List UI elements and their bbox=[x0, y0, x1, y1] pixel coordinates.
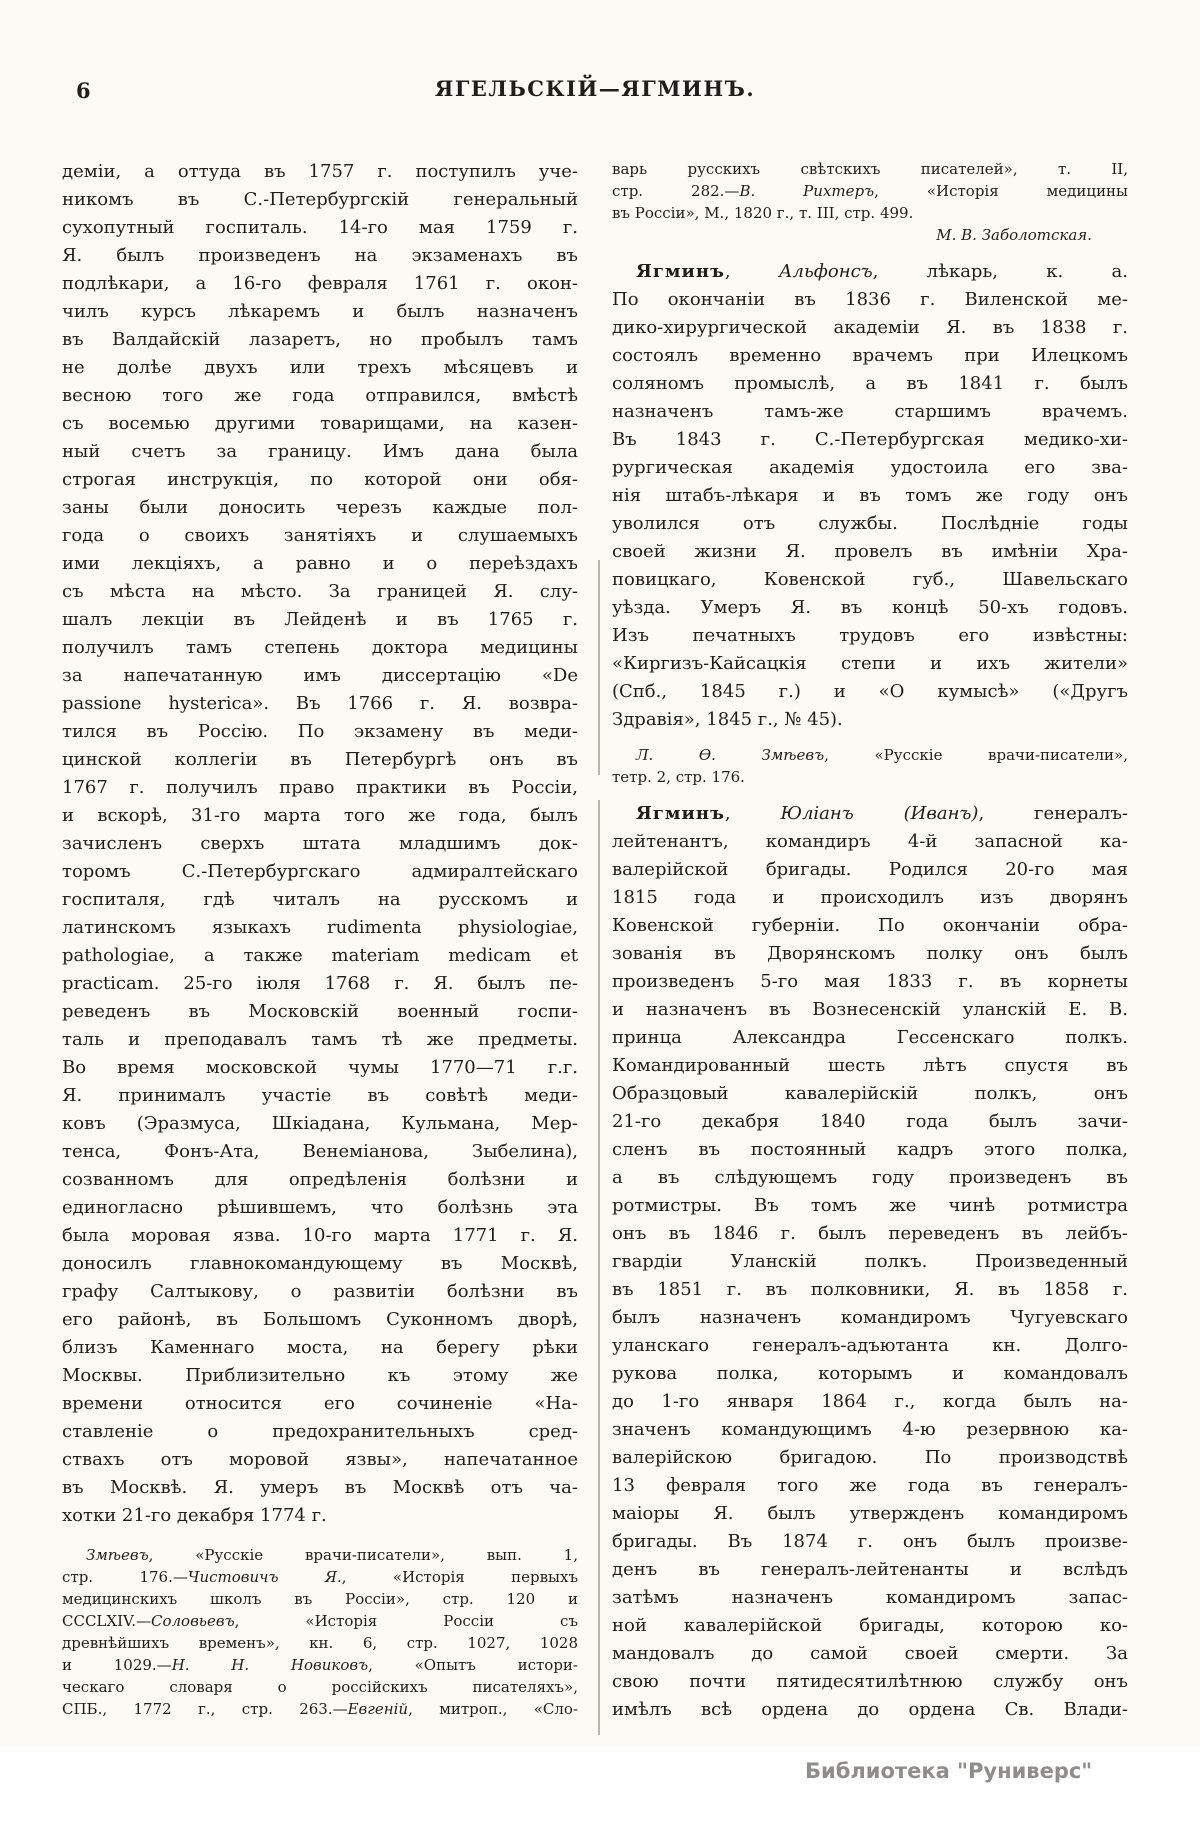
text-line: валерійскою бригадою. По производствѣ bbox=[612, 1447, 1128, 1468]
text-line: ческаго словаря о россійскихъ писателяхъ», bbox=[62, 1678, 578, 1696]
text-line: Образцовый кавалерійскій полкъ, онъ bbox=[612, 1083, 1128, 1104]
text-line: CCCLXIV.—Соловьевъ, «Исторія Россіи съ bbox=[62, 1612, 578, 1630]
text-line: латинскомъ языкахъ rudimenta physiologiae, bbox=[62, 917, 578, 938]
text-line: онъ въ 1846 г. былъ переведенъ въ лейбъ- bbox=[612, 1223, 1128, 1244]
text-line: ной кавалерійской бригады, которою ко- bbox=[612, 1615, 1128, 1636]
text-line: нія штабъ-лѣкаря и въ томъ же году онъ bbox=[612, 485, 1128, 506]
text-line: Змѣевъ, «Русскіе врачи-писатели», вып. 1, bbox=[86, 1546, 578, 1564]
text-line: дико-хирургической академіи Я. въ 1838 г. bbox=[612, 317, 1128, 338]
text-line: былъ назначенъ командиромъ Чугуевскаго bbox=[612, 1307, 1128, 1328]
text-line: медицинскихъ школъ въ Россіи», стр. 120 и bbox=[62, 1590, 578, 1608]
text-line: 1815 года и происходилъ изъ дворянъ bbox=[612, 887, 1128, 908]
author-signature bbox=[612, 224, 1128, 246]
text-line: въ Россіи», М., 1820 г., т. III, стр. 499. bbox=[612, 204, 914, 222]
text-line: Я. принималъ участіе въ совѣтѣ меди- bbox=[62, 1085, 578, 1106]
text-line: таль и преподавалъ тамъ тѣ же предметы. bbox=[62, 1029, 578, 1050]
text-line: за напечатанную имъ диссертацію «De bbox=[62, 665, 578, 686]
text-line: и 1029.—Н. Н. Новиковъ, «Опытъ истори- bbox=[62, 1656, 578, 1674]
text-line: рукова полка, которымъ и командовалъ bbox=[612, 1363, 1128, 1384]
text-line: принца Александра Гессенскаго полкъ. bbox=[612, 1027, 1128, 1048]
text-line: времени относится его сочиненіе «На- bbox=[62, 1393, 578, 1414]
text-line: 13 февраля того же года въ генералъ- bbox=[612, 1475, 1128, 1496]
text-line: 21-го декабря 1840 года былъ зачи- bbox=[612, 1111, 1128, 1132]
article-continuation-text bbox=[62, 158, 578, 1530]
entry-yagmin-yulian bbox=[612, 800, 1128, 1724]
text-line: соляномъ промыслѣ, а въ 1841 г. былъ bbox=[612, 373, 1128, 394]
text-line: древнѣйшихъ временъ», кн. 6, стр. 1027, 1028 bbox=[62, 1634, 578, 1652]
text-line: хотки 21-го декабря 1774 г. bbox=[62, 1505, 327, 1526]
text-line: цинской коллегіи въ Петербургѣ онъ въ bbox=[62, 749, 578, 770]
text-line: гвардіи Уланскій полкъ. Произведенный bbox=[612, 1251, 1128, 1272]
text-line: ствахъ отъ моровой язвы», напечатанное bbox=[62, 1449, 578, 1470]
text-line: лейтенантъ, командиръ 4-й запасной ка- bbox=[612, 831, 1128, 852]
text-line: имѣлъ всѣ ордена до ордена Св. Влади- bbox=[612, 1699, 1128, 1720]
right-column bbox=[612, 158, 1128, 1724]
text-line: не долѣе двухъ или трехъ мѣсяцевъ и bbox=[62, 357, 578, 378]
text-line: (Спб., 1845 г.) и «О кумысѣ» («Другъ bbox=[612, 681, 1128, 702]
text-line: Командированный шесть лѣтъ спустя въ bbox=[612, 1055, 1128, 1076]
text-line: года о своихъ занятіяхъ и слушаемыхъ bbox=[62, 525, 578, 546]
text-line: въ Валдайскій лазаретъ, но пробылъ тамъ bbox=[62, 329, 578, 350]
text-line: чилъ курсъ лѣкаремъ и былъ назначенъ bbox=[62, 301, 578, 322]
text-line: въ Москвѣ. Я. умеръ въ Москвѣ отъ ча- bbox=[62, 1477, 578, 1498]
text-line: варь русскихъ свѣтскихъ писателей», т. II, bbox=[612, 160, 1128, 178]
page-number: 6 bbox=[76, 78, 91, 103]
text-line: валерійской бригады. Родился 20-го мая bbox=[612, 859, 1128, 880]
text-line: По окончаніи въ 1836 г. Виленской ме- bbox=[612, 289, 1128, 310]
text-line: шалъ лекціи въ Лейденѣ и въ 1765 г. bbox=[62, 609, 578, 630]
text-line: зованія въ Дворянскомъ полку онъ былъ bbox=[612, 943, 1128, 964]
text-line: строгая инструкція, по которой они обя- bbox=[62, 469, 578, 490]
text-line: затѣмъ назначенъ командиромъ запас- bbox=[612, 1587, 1128, 1608]
entry-citation bbox=[612, 744, 1128, 788]
text-line: зачисленъ сверхъ штата младшимъ док- bbox=[62, 833, 578, 854]
left-column bbox=[62, 158, 578, 1720]
text-line: подлѣкари, а 16-го февраля 1761 г. окон- bbox=[62, 273, 578, 294]
text-line: мандовалъ до самой своей смерти. За bbox=[612, 1643, 1128, 1664]
text-line: съ мѣста на мѣсто. За границей Я. слу- bbox=[62, 581, 578, 602]
text-line: деміи, а оттуда въ 1757 г. поступилъ уче- bbox=[62, 161, 578, 182]
text-line: торомъ С.-Петербургскаго адмиралтейскаго bbox=[62, 861, 578, 882]
running-head: ЯГЕЛЬСКІЙ—ЯГМИНЪ. bbox=[434, 76, 756, 101]
text-line: тетр. 2, стр. 176. bbox=[612, 768, 745, 786]
text-line: уволился отъ службы. Послѣдніе годы bbox=[612, 513, 1128, 534]
text-line: ставленіе о предохранительныхъ сред- bbox=[62, 1421, 578, 1442]
column-divider-lower bbox=[598, 800, 600, 1735]
text-line: графу Салтыкову, о развитіи болѣзни въ bbox=[62, 1281, 578, 1302]
text-line: Здравія», 1845 г., № 45). bbox=[612, 709, 843, 730]
text-line: его районѣ, въ Большомъ Суконномъ дворѣ, bbox=[62, 1309, 578, 1330]
text-line: значенъ командующимъ 4-ю резервною ка- bbox=[612, 1419, 1128, 1440]
text-line: practicam. 25-го іюля 1768 г. Я. былъ пе- bbox=[62, 973, 578, 994]
text-line: назначенъ тамъ-же старшимъ врачемъ. bbox=[612, 401, 1128, 422]
text-line: получилъ тамъ степень доктора медицины bbox=[62, 637, 578, 658]
text-line: своей жизни Я. провелъ въ имѣніи Хра- bbox=[612, 541, 1128, 562]
bibliography-continuation bbox=[612, 158, 1128, 224]
text-line: единогласно рѣшившемъ, что болѣзнь эта bbox=[62, 1197, 578, 1218]
text-line: заны были доносить черезъ каждые пол- bbox=[62, 497, 578, 518]
text-line: свою почти пятидесятилѣтнюю службу онъ bbox=[612, 1671, 1128, 1692]
column-divider-upper bbox=[598, 560, 600, 775]
text-line: сленъ въ постоянный кадръ этого полка, bbox=[612, 1139, 1128, 1160]
text-line: стр. 176.—Чистовичъ Я., «Исторія первыхъ bbox=[62, 1568, 578, 1586]
text-line: никомъ въ С.-Петербургскій генеральный bbox=[62, 189, 578, 210]
text-line: ный счетъ за границу. Имъ дана была bbox=[62, 441, 578, 462]
scan-footer-band bbox=[0, 1747, 1200, 1827]
text-line: pathologiae, а также materiam medicam et bbox=[62, 945, 578, 966]
text-line: ковъ (Эразмуса, Шкіадана, Кульмана, Мер- bbox=[62, 1113, 578, 1134]
bibliography-left bbox=[62, 1544, 578, 1720]
text-line: стр. 282.—В. Рихтеръ, «Исторія медицины bbox=[612, 182, 1128, 200]
text-line: а въ слѣдующемъ году произведенъ въ bbox=[612, 1167, 1128, 1188]
text-line: бригады. Въ 1874 г. онъ былъ произве- bbox=[612, 1531, 1128, 1552]
text-line: уѣзда. Умеръ Я. въ концѣ 50-хъ годовъ. bbox=[612, 597, 1128, 618]
text-line: Л. Ѳ. Змѣевъ, «Русскіе врачи-писатели», bbox=[636, 746, 1128, 764]
text-line: повицкаго, Ковенской губ., Шавельскаго bbox=[612, 569, 1128, 590]
text-line: Ягминъ, Юліанъ (Иванъ), генералъ- bbox=[636, 803, 1129, 824]
text-line: Во время московской чумы 1770—71 г.г. bbox=[62, 1057, 578, 1078]
text-line: госпиталя, гдѣ читалъ на русскомъ и bbox=[62, 889, 578, 910]
text-line: съ восемью другими товарищами, на казен- bbox=[62, 413, 578, 434]
text-line: Въ 1843 г. С.-Петербургская медико-хи- bbox=[612, 429, 1128, 450]
text-line: Ковенской губерніи. По окончаніи обра- bbox=[612, 915, 1128, 936]
runivers-watermark: Библиотека "Руниверс" bbox=[805, 1759, 1093, 1783]
text-line: денъ въ генералъ-лейтенанты и вслѣдъ bbox=[612, 1559, 1128, 1580]
text-line: тился въ Россію. По экзамену въ меди- bbox=[62, 721, 578, 742]
text-line: созванномъ для опредѣленія болѣзни и bbox=[62, 1169, 578, 1190]
text-line: уланскаго генералъ-адъютанта кн. Долго- bbox=[612, 1335, 1128, 1356]
text-line: была моровая язва. 10-го марта 1771 г. Я. bbox=[62, 1225, 578, 1246]
text-line: 1767 г. получилъ право практики въ Россіи, bbox=[62, 777, 578, 798]
text-line: и назначенъ въ Вознесенскій уланскій Е. В. bbox=[612, 999, 1128, 1020]
text-line: въ 1851 г. въ полковники, Я. въ 1858 г. bbox=[612, 1279, 1128, 1300]
signature-text: М. В. Заболотская. bbox=[936, 226, 1092, 244]
text-line: ими лекціяхъ, а равно и о переѣздахъ bbox=[62, 553, 578, 574]
text-line: ротмистры. Въ томъ же чинѣ ротмистра bbox=[612, 1195, 1128, 1216]
text-line: реведенъ въ Московскій военный госпи- bbox=[62, 1001, 578, 1022]
text-line: passione hysterica». Въ 1766 г. Я. возвра- bbox=[62, 693, 578, 714]
text-line: «Киргизъ-Кайсацкія степи и ихъ жители» bbox=[612, 653, 1128, 674]
text-line: Москвы. Приблизительно къ этому же bbox=[62, 1365, 578, 1386]
text-line: тенса, Фонъ-Ата, Венеміанова, Зыбелина), bbox=[62, 1141, 578, 1162]
text-line: рургическая академія удостоила его зва- bbox=[612, 457, 1128, 478]
text-line: до 1-го января 1864 г., когда былъ на- bbox=[612, 1391, 1128, 1412]
text-line: маіоры Я. былъ утвержденъ командиромъ bbox=[612, 1503, 1128, 1524]
text-line: и вскорѣ, 31-го марта того же года, былъ bbox=[62, 805, 578, 826]
text-line: произведенъ 5-го мая 1833 г. въ корнеты bbox=[612, 971, 1128, 992]
text-line: Я. былъ произведенъ на экзаменахъ въ bbox=[62, 245, 578, 266]
text-line: доносилъ главнокомандующему въ Москвѣ, bbox=[62, 1253, 578, 1274]
text-line: Ягминъ, Альфонсъ, лѣкарь, к. а. bbox=[636, 261, 1128, 282]
text-line: сухопутный госпиталь. 14-го мая 1759 г. bbox=[62, 217, 578, 238]
text-line: состоялъ временно врачемъ при Илецкомъ bbox=[612, 345, 1128, 366]
text-line: весною того же года отправился, вмѣстѣ bbox=[62, 385, 578, 406]
text-line: Изъ печатныхъ трудовъ его извѣстны: bbox=[612, 625, 1128, 646]
text-line: близъ Каменнаго моста, на берегу рѣки bbox=[62, 1337, 578, 1358]
entry-yagmin-alfons bbox=[612, 258, 1128, 734]
text-line: СПБ., 1772 г., стр. 263.—Евгеній, митроп., «Сло- bbox=[62, 1700, 578, 1718]
